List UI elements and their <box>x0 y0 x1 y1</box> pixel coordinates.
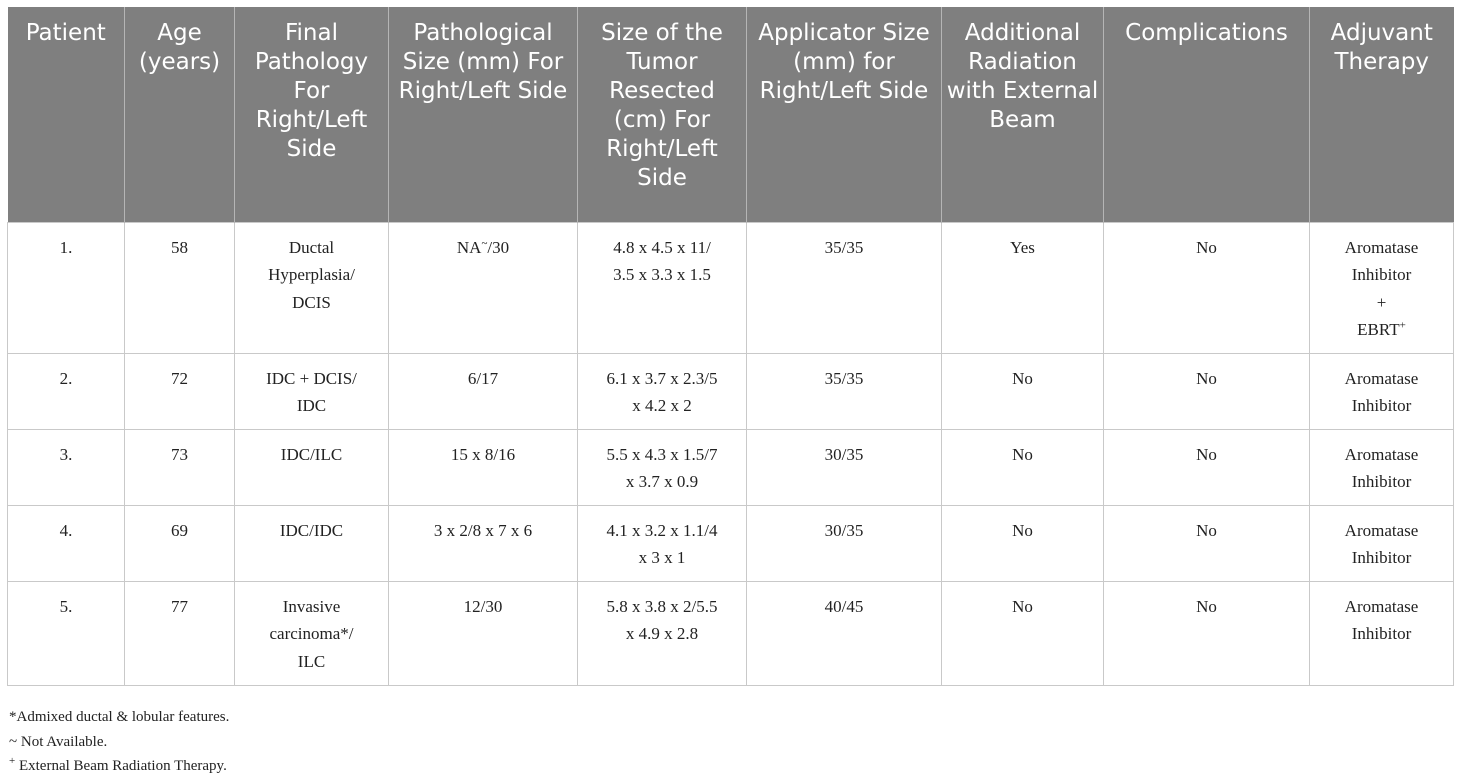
cell-applicator-size: 35/35 <box>747 353 942 429</box>
cell-age: 73 <box>125 429 235 505</box>
footnotes <box>9 705 229 779</box>
cell-additional-radiation: No <box>942 581 1104 685</box>
path-size-value: NA <box>456 237 482 257</box>
cell-tumor-size: 4.1 x 3.2 x 1.1/4 x 3 x 1 <box>578 505 747 581</box>
cell-adjuvant-therapy: Aromatase Inhibitor <box>1310 353 1454 429</box>
cell-complications: No <box>1104 429 1310 505</box>
not-available-mark: ~ <box>481 236 488 249</box>
ebrt-mark: + <box>1399 319 1406 332</box>
table-row <box>8 353 1454 429</box>
therapy-ebrt: EBRT <box>1357 320 1400 339</box>
footnote-admixed: *Admixed ductal & lobular features. <box>9 709 230 725</box>
cell-adjuvant-therapy: Aromatase Inhibitor <box>1310 581 1454 685</box>
cell-age: 58 <box>125 222 235 353</box>
cell-adjuvant-therapy: Aromatase Inhibitor <box>1310 429 1454 505</box>
cell-final-pathology: Invasive carcinoma*/ ILC <box>235 581 389 685</box>
header-patient: Patient <box>8 7 125 222</box>
cell-additional-radiation: Yes <box>942 222 1104 353</box>
cell-patient: 4. <box>8 505 125 581</box>
path-size-value-rest: /30 <box>487 237 510 257</box>
cell-applicator-size: 35/35 <box>747 222 942 353</box>
cell-final-pathology: IDC/IDC <box>235 505 389 581</box>
cell-patient: 1. <box>8 222 125 353</box>
cell-additional-radiation: No <box>942 429 1104 505</box>
cell-final-pathology: IDC + DCIS/ IDC <box>235 353 389 429</box>
cell-applicator-size: 30/35 <box>747 505 942 581</box>
cell-pathological-size: 12/30 <box>389 581 578 685</box>
cell-complications: No <box>1104 581 1310 685</box>
footnote-ebrt-text: External Beam Radiation Therapy. <box>15 758 227 774</box>
patient-table <box>7 7 1454 686</box>
header-applicator-size: Applicator Size (mm) for Right/Left Side <box>747 7 942 222</box>
cell-complications: No <box>1104 505 1310 581</box>
cell-applicator-size: 30/35 <box>747 429 942 505</box>
header-row <box>8 7 1454 222</box>
cell-age: 72 <box>125 353 235 429</box>
table-row <box>8 222 1454 353</box>
cell-tumor-size: 5.5 x 4.3 x 1.5/7 x 3.7 x 0.9 <box>578 429 747 505</box>
table-row <box>8 581 1454 685</box>
table-row <box>8 429 1454 505</box>
header-complications: Complications <box>1104 7 1310 222</box>
header-tumor-size: Size of the Tumor Resected (cm) For Right/Left Side <box>578 7 747 222</box>
cell-adjuvant-therapy <box>1310 222 1454 353</box>
cell-adjuvant-therapy: Aromatase Inhibitor <box>1310 505 1454 581</box>
cell-pathological-size: 3 x 2/8 x 7 x 6 <box>389 505 578 581</box>
header-pathological-size: Pathological Size (mm) For Right/Left Side <box>389 7 578 222</box>
therapy-text: Aromatase Inhibitor + <box>1344 237 1419 312</box>
cell-final-pathology: Ductal Hyperplasia/ DCIS <box>235 222 389 353</box>
cell-additional-radiation: No <box>942 353 1104 429</box>
cell-pathological-size: 15 x 8/16 <box>389 429 578 505</box>
cell-complications: No <box>1104 353 1310 429</box>
cell-age: 69 <box>125 505 235 581</box>
cell-pathological-size: 6/17 <box>389 353 578 429</box>
cell-tumor-size: 4.8 x 4.5 x 11/ 3.5 x 3.3 x 1.5 <box>578 222 747 353</box>
cell-complications: No <box>1104 222 1310 353</box>
cell-final-pathology: IDC/ILC <box>235 429 389 505</box>
header-adjuvant-therapy: Adjuvant Therapy <box>1310 7 1454 222</box>
cell-age: 77 <box>125 581 235 685</box>
cell-additional-radiation: No <box>942 505 1104 581</box>
footnote-not-available: ~ Not Available. <box>9 733 108 750</box>
cell-patient: 2. <box>8 353 125 429</box>
table-row <box>8 505 1454 581</box>
header-final-pathology: Final Pathology For Right/Left Side <box>235 7 389 222</box>
header-age: Age (years) <box>125 7 235 222</box>
cell-patient: 5. <box>8 581 125 685</box>
cell-patient: 3. <box>8 429 125 505</box>
cell-applicator-size: 40/45 <box>747 581 942 685</box>
cell-tumor-size: 5.8 x 3.8 x 2/5.5 x 4.9 x 2.8 <box>578 581 747 685</box>
cell-tumor-size: 6.1 x 3.7 x 2.3/5 x 4.2 x 2 <box>578 353 747 429</box>
footnote-ebrt <box>9 754 229 779</box>
cell-pathological-size <box>389 222 578 353</box>
footnote-ebrt-mark: + <box>9 755 16 767</box>
header-additional-radiation: Additional Radiation with External Beam <box>942 7 1104 222</box>
